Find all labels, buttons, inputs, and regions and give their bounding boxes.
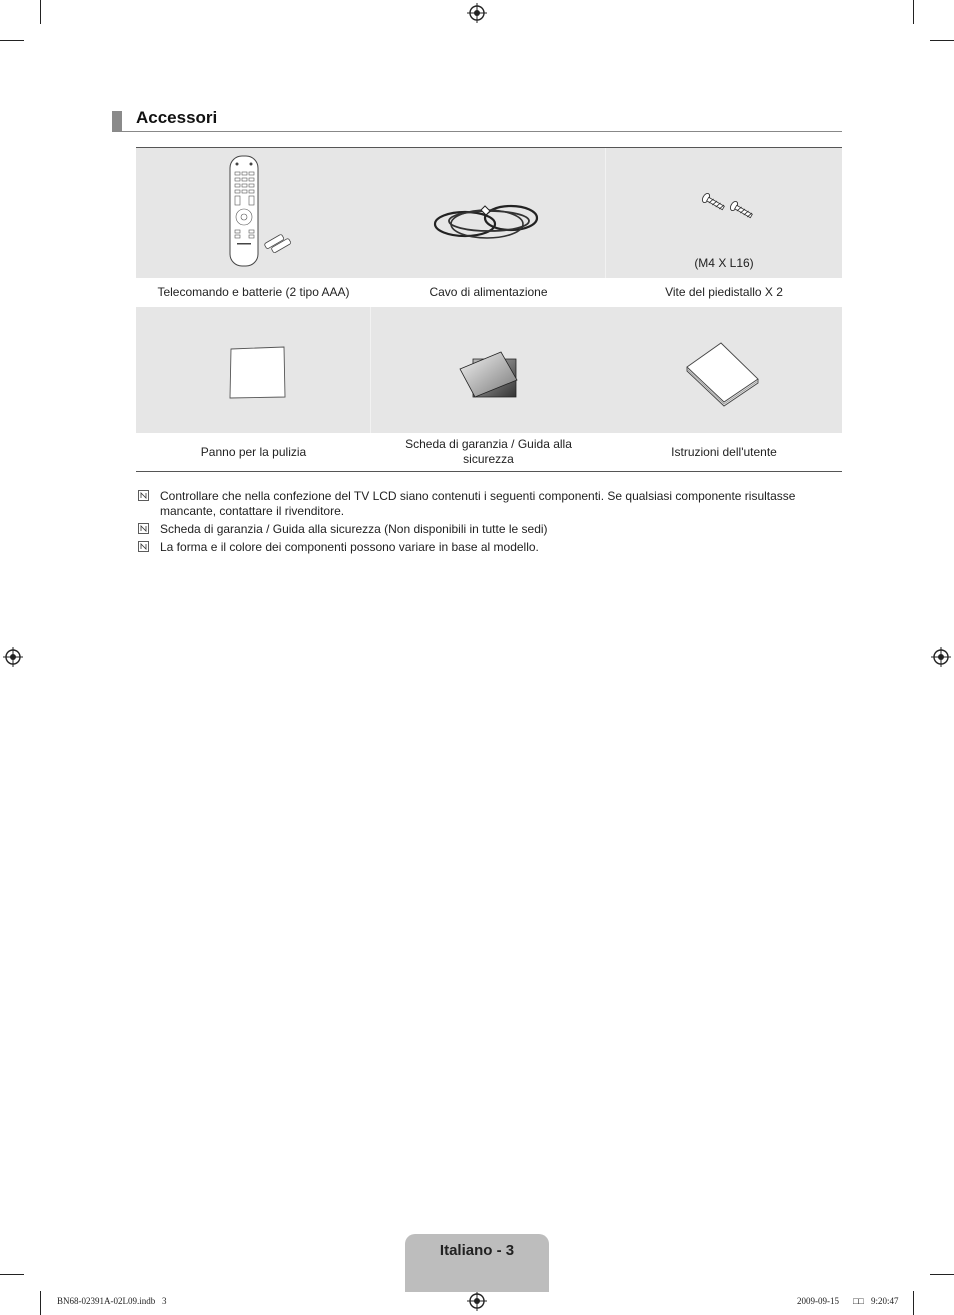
manual-booklet-icon — [606, 307, 842, 433]
note-icon — [138, 523, 149, 534]
note-text: Controllare che nella confezione del TV LCD siano contenuti i seguenti componenti. Se qualsiasi componente risultasse mancante, contattare il rivenditore. — [160, 489, 796, 518]
accessory-label: Vite del piedistallo X 2 — [665, 285, 783, 299]
print-time: 9:20:47 — [871, 1296, 899, 1306]
section-marker — [112, 111, 122, 132]
note-item — [138, 489, 828, 519]
crop-mark — [40, 1291, 41, 1315]
accessory-image-cell — [371, 148, 606, 278]
accessory-label: Panno per la pulizia — [200, 444, 307, 459]
crop-mark — [0, 40, 24, 41]
accessory-image-cell — [606, 307, 842, 433]
accessory-label: Scheda di garanzia / Guida alla sicurezza — [405, 437, 572, 466]
accessory-label: Telecomando e batterie (2 tipo AAA) — [157, 285, 350, 299]
warranty-card-icon — [371, 307, 606, 433]
registration-mark-icon — [467, 3, 487, 23]
registration-mark-icon — [931, 647, 951, 667]
note-item — [138, 540, 828, 555]
print-file-name: BN68-02391A-02L09.indb 3 — [57, 1296, 167, 1306]
page-number: Italiano - 3 — [439, 1242, 515, 1259]
note-icon — [138, 490, 149, 501]
crop-mark — [930, 1274, 954, 1275]
note-text: Scheda di garanzia / Guida alla sicurezza (Non disponibili in tutte le sedi) — [160, 522, 548, 536]
table-bottom-rule — [136, 471, 842, 472]
cell-divider — [605, 148, 606, 278]
accessory-image-cell — [136, 148, 371, 278]
registration-mark-icon — [467, 1291, 487, 1311]
remote-control-icon — [136, 148, 371, 278]
section-rule — [112, 131, 842, 132]
accessory-label: Cavo di alimentazione — [429, 285, 548, 299]
note-text: La forma e il colore dei componenti possono variare in base al modello. — [160, 540, 539, 554]
crop-mark — [913, 1291, 914, 1315]
print-boxes: □□ — [853, 1296, 864, 1306]
crop-mark — [0, 1274, 24, 1275]
screw-icon — [606, 148, 842, 248]
print-date: 2009-09-15 — [797, 1296, 839, 1306]
crop-mark — [930, 40, 954, 41]
section-title: Accessori — [136, 108, 218, 127]
cell-divider — [370, 307, 371, 433]
accessory-image-cell — [136, 307, 371, 433]
accessory-image-cell — [606, 148, 842, 278]
crop-mark — [913, 0, 914, 24]
crop-mark — [40, 0, 41, 24]
accessory-label: Istruzioni dell'utente — [671, 444, 777, 459]
accessory-image-cell — [371, 307, 606, 433]
registration-mark-icon — [3, 647, 23, 667]
cleaning-cloth-icon — [136, 307, 371, 433]
note-item — [138, 522, 828, 537]
screw-size-caption: (M4 X L16) — [694, 256, 754, 270]
power-cable-icon — [371, 148, 606, 278]
note-icon — [138, 541, 149, 552]
